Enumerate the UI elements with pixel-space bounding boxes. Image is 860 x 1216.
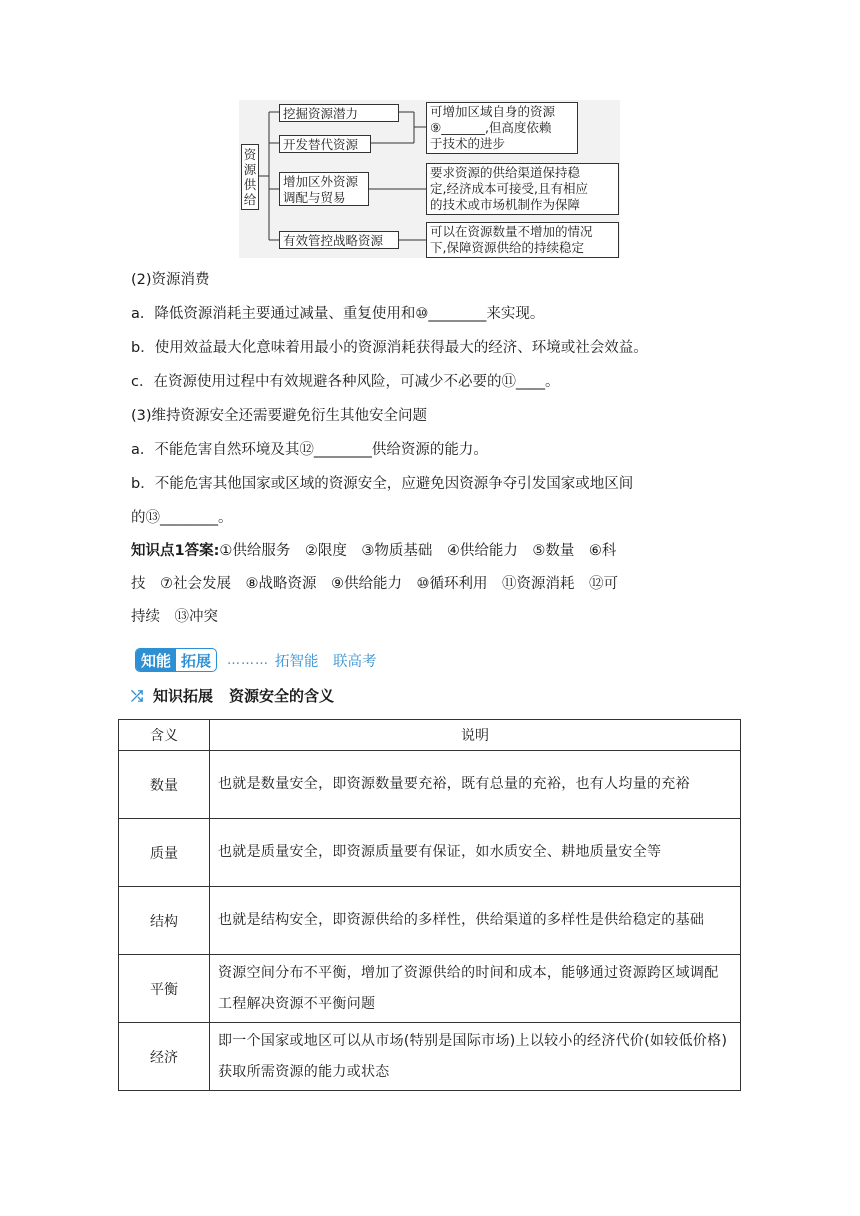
table-cell-key: 经济	[119, 1023, 210, 1091]
text-line: 的⑬________。	[131, 510, 233, 526]
text-line: b．不能危害其他国家或区域的资源安全，应避免因资源争夺引发国家或地区间	[131, 476, 634, 492]
extension-title: 知识拓展	[153, 687, 214, 705]
vlabel-char: 供	[243, 177, 257, 192]
box-desc-strategic: 可以在资源数量不增加的情况 下,保障资源供给的持续稳定	[426, 222, 619, 258]
table-row	[119, 887, 741, 955]
table-cell-key: 平衡	[119, 955, 210, 1023]
table-cell-text: 即一个国家或地区可以从市场(特别是国际市场)上以较小的经济代价(如较低价格)获取所需资源的能力或状态	[210, 1023, 741, 1091]
table-row	[119, 1023, 741, 1091]
vlabel-char: 给	[243, 192, 257, 207]
extension-subtitle: 资源安全的含义	[229, 687, 335, 705]
answers-label: 知识点1答案:	[131, 543, 220, 559]
box-tap-potential: 挖掘资源潜力	[279, 104, 399, 122]
box-desc-allocation: 要求资源的供给渠道保持稳 定,经济成本可接受,且有相应 的技术或市场机制作为保障	[426, 163, 619, 215]
text-line: b．使用效益最大化意味着用最小的资源消耗获得最大的经济、环境或社会效益。	[131, 340, 648, 356]
vlabel-char: 资	[243, 147, 257, 162]
banner-tagline: 拓智能 联高考	[275, 653, 377, 670]
text-line: a．不能危害自然环境及其⑫________供给资源的能力。	[131, 442, 488, 458]
box-control-strategic: 有效管控战略资源	[279, 231, 399, 249]
table-header-row	[119, 720, 741, 751]
answers-line-1	[131, 539, 616, 563]
resource-supply-label	[241, 144, 259, 210]
shuffle-icon: ⤮	[131, 686, 144, 705]
extension-heading	[131, 685, 334, 706]
box-desc-potential: 可增加区域自身的资源 ⑨_______,但高度依赖 于技术的进步	[426, 102, 578, 154]
heading-consumption: (2)资源消费	[131, 272, 210, 288]
heading-derived-safety: (3)维持资源安全还需要避免衍生其他安全问题	[131, 408, 428, 424]
text-line: c．在资源使用过程中有效规避各种风险，可减少不必要的⑪____。	[131, 374, 560, 390]
banner-part1: 知能	[136, 649, 176, 671]
box-external-allocation: 增加区外资源 调配与贸易	[279, 172, 369, 206]
resource-supply-diagram	[239, 100, 620, 258]
table-cell-text: 也就是结构安全，即资源供给的多样性，供给渠道的多样性是供给稳定的基础	[210, 887, 741, 955]
table-cell-key: 数量	[119, 751, 210, 819]
section-banner	[135, 648, 377, 672]
table-cell-text: 也就是质量安全，即资源质量要有保证，如水质安全、耕地质量安全等	[210, 819, 741, 887]
answers-text: ①供给服务 ②限度 ③物质基础 ④供给能力 ⑤数量 ⑥科	[219, 543, 617, 559]
text-line: a．降低资源消耗主要通过减量、重复使用和⑩________来实现。	[131, 306, 545, 322]
table-cell-key: 结构	[119, 887, 210, 955]
table-cell-text: 也就是数量安全，即资源数量要充裕，既有总量的充裕，也有人均量的充裕	[210, 751, 741, 819]
table-row	[119, 751, 741, 819]
table-header: 含义	[119, 720, 210, 751]
banner-badge	[135, 648, 217, 672]
box-develop-substitutes: 开发替代资源	[279, 135, 371, 153]
banner-part2: 拓展	[181, 651, 212, 670]
table-row	[119, 955, 741, 1023]
table-header: 说明	[210, 720, 741, 751]
table-cell-key: 质量	[119, 819, 210, 887]
answers-line-3: 持续 ⑬冲突	[131, 609, 218, 625]
table-cell-text: 资源空间分布不平衡，增加了资源供给的时间和成本，能够通过资源跨区域调配工程解决资源不平衡问题	[210, 955, 741, 1023]
meaning-table	[118, 719, 741, 1091]
vlabel-char: 源	[243, 162, 257, 177]
table-row	[119, 819, 741, 887]
banner-dots: ………	[227, 652, 270, 668]
answers-line-2: 技 ⑦社会发展 ⑧战略资源 ⑨供给能力 ⑩循环利用 ⑪资源消耗 ⑫可	[131, 576, 618, 592]
